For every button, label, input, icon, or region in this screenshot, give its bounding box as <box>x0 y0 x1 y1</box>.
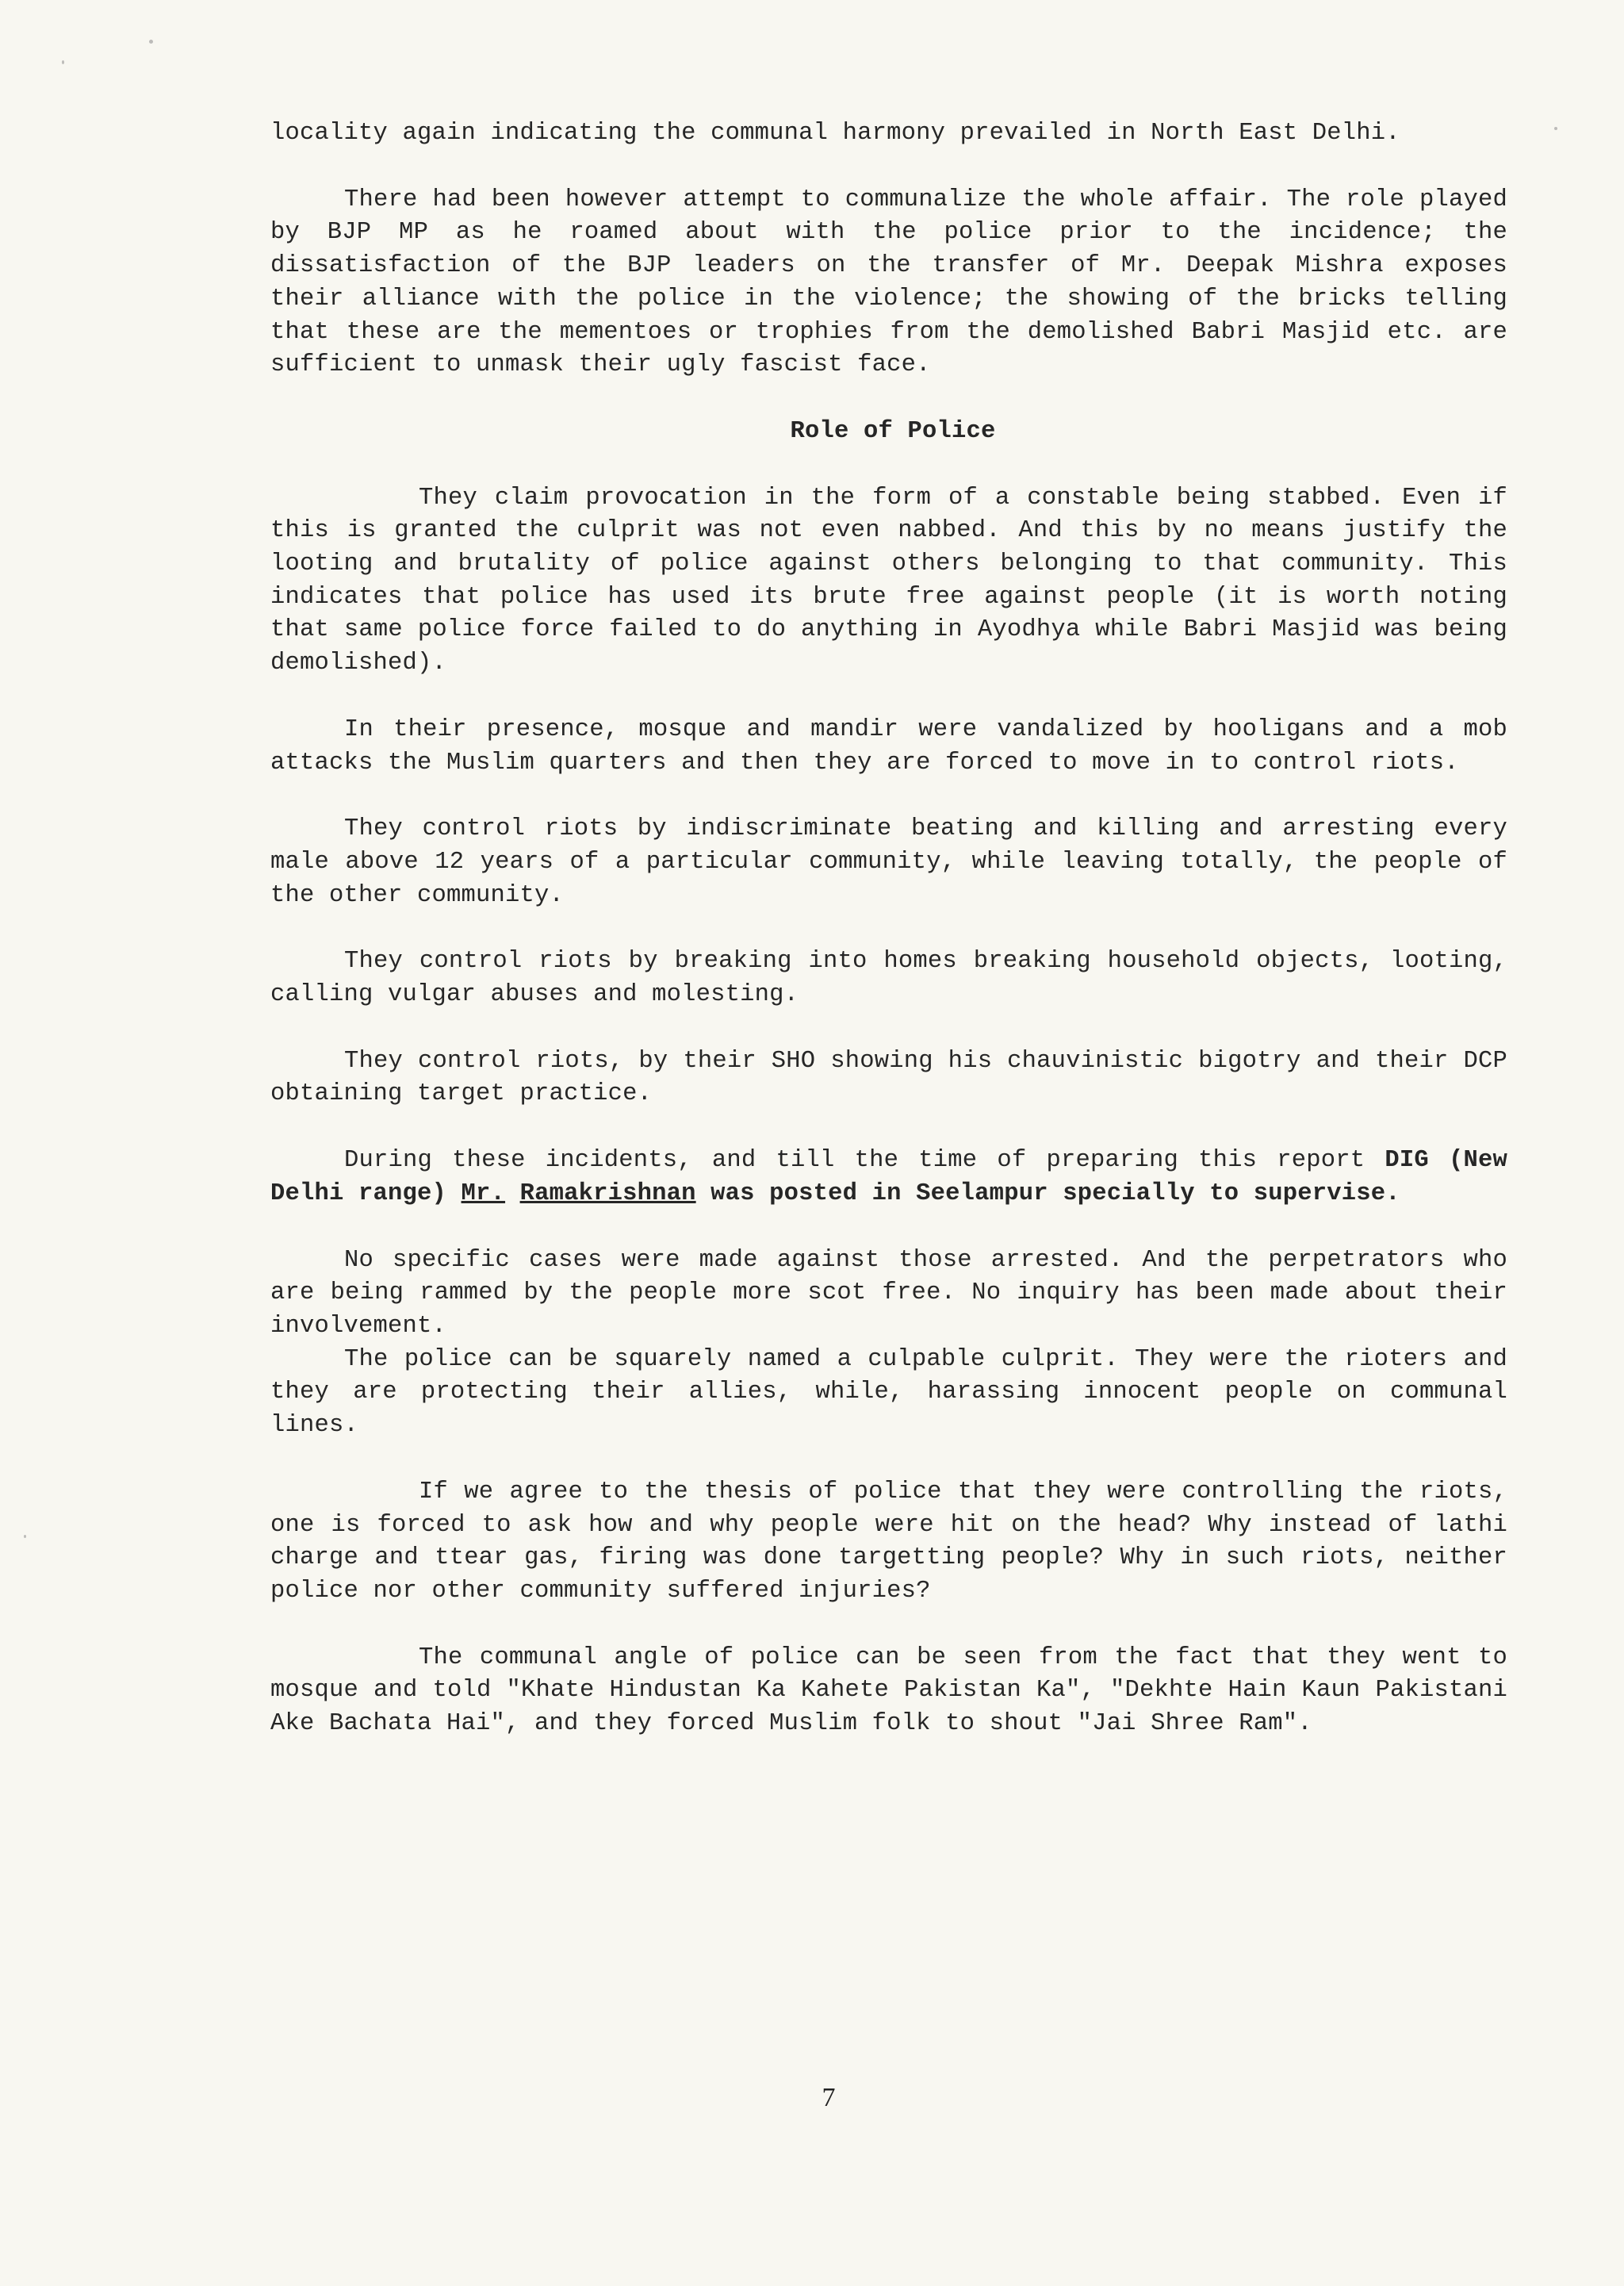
scan-speck <box>149 40 153 44</box>
officer-title: Mr. <box>461 1179 506 1207</box>
paragraph-dig-report <box>270 1145 1507 1210</box>
paragraph-indiscriminate: They control riots by indiscriminate beating and killing and arresting every male above 12 years of a particular community, while leaving totally, the people of the other community. <box>270 815 1507 909</box>
scan-speck <box>1554 127 1557 130</box>
scan-speck <box>24 1535 26 1538</box>
paragraph-no-cases: No specific cases were made against those arrested. And the perpetrators who are being rammed by the people more scot free. No inquiry has been made about their involvement. <box>270 1246 1507 1340</box>
dig-report-lead: During these incidents, and till the time of preparing this report <box>344 1147 1385 1175</box>
page-number: 7 <box>822 2083 836 2112</box>
paragraph-breaking-homes: They control riots by breaking into homes breaking household objects, looting, calling vulgar abuses and molesting. <box>270 948 1507 1009</box>
paragraph-culpable: The police can be squarely named a culpable culprit. They were the rioters and they are protecting their allies, while, harassing innocent people on communal lines. <box>270 1345 1507 1440</box>
posting-details: was posted in Seelampur specially to supervise. <box>695 1179 1400 1207</box>
paragraph-communal-angle: The communal angle of police can be seen from the fact that they went to mosque and told "Khate Hindustan Ka Kahete Pakistan Ka", "Dekhte Hain Kaun Pakistani Ake Bachata Hai", and they forced Muslim folk to shout "Jai Shree Ram". <box>270 1644 1507 1738</box>
paragraph-thesis: If we agree to the thesis of police that they were controlling the riots, one is forced to ask how and why people were hit on the head? Why instead of lathi charge and ttear gas, firing was done targetting people? Why in such riots, neither police nor other community suffered injuries? <box>270 1478 1507 1605</box>
paragraph-communalize: There had been however attempt to communalize the whole affair. The role played by BJP MP as he roamed about with the police prior to the incidence; the dissatisfaction of the BJP leaders on the transfer of Mr. Deepak Mishra exposes their alliance with the police in the violence; the showing of the bricks telling that these are the mementoes or trophies from the demolished Babri Masjid etc. are sufficient to unmask their ugly fascist face. <box>270 186 1507 379</box>
paragraph-presence: In their presence, mosque and mandir were vandalized by hooligans and a mob attacks the Muslim quarters and then they are forced to move in to control riots. <box>270 715 1507 777</box>
officer-name: Ramakrishnan <box>519 1179 696 1207</box>
scan-speck <box>62 60 64 64</box>
dig-designation: DIG (New Delhi range) <box>270 1147 1508 1207</box>
paragraph-sho: They control riots, by their SHO showing his chauvinistic bigotry and their DCP obtaining target practice. <box>270 1047 1507 1108</box>
section-heading-role-of-police: Role of Police <box>790 417 996 445</box>
paragraph-locality: locality again indicating the communal harmony prevailed in North East Delhi. <box>270 120 1400 147</box>
document-body <box>270 117 1507 1774</box>
paragraph-provocation: They claim provocation in the form of a constable being stabbed. Even if this is granted the culprit was not even nabbed. And this by no means justify the looting and brutality of police against others belonging to that community. This indicates that police has used its brute free against people (it is worth noting that same police force failed to do anything in Ayodhya while Babri Masjid was being demolished). <box>270 484 1507 677</box>
officer-space <box>505 1180 520 1207</box>
